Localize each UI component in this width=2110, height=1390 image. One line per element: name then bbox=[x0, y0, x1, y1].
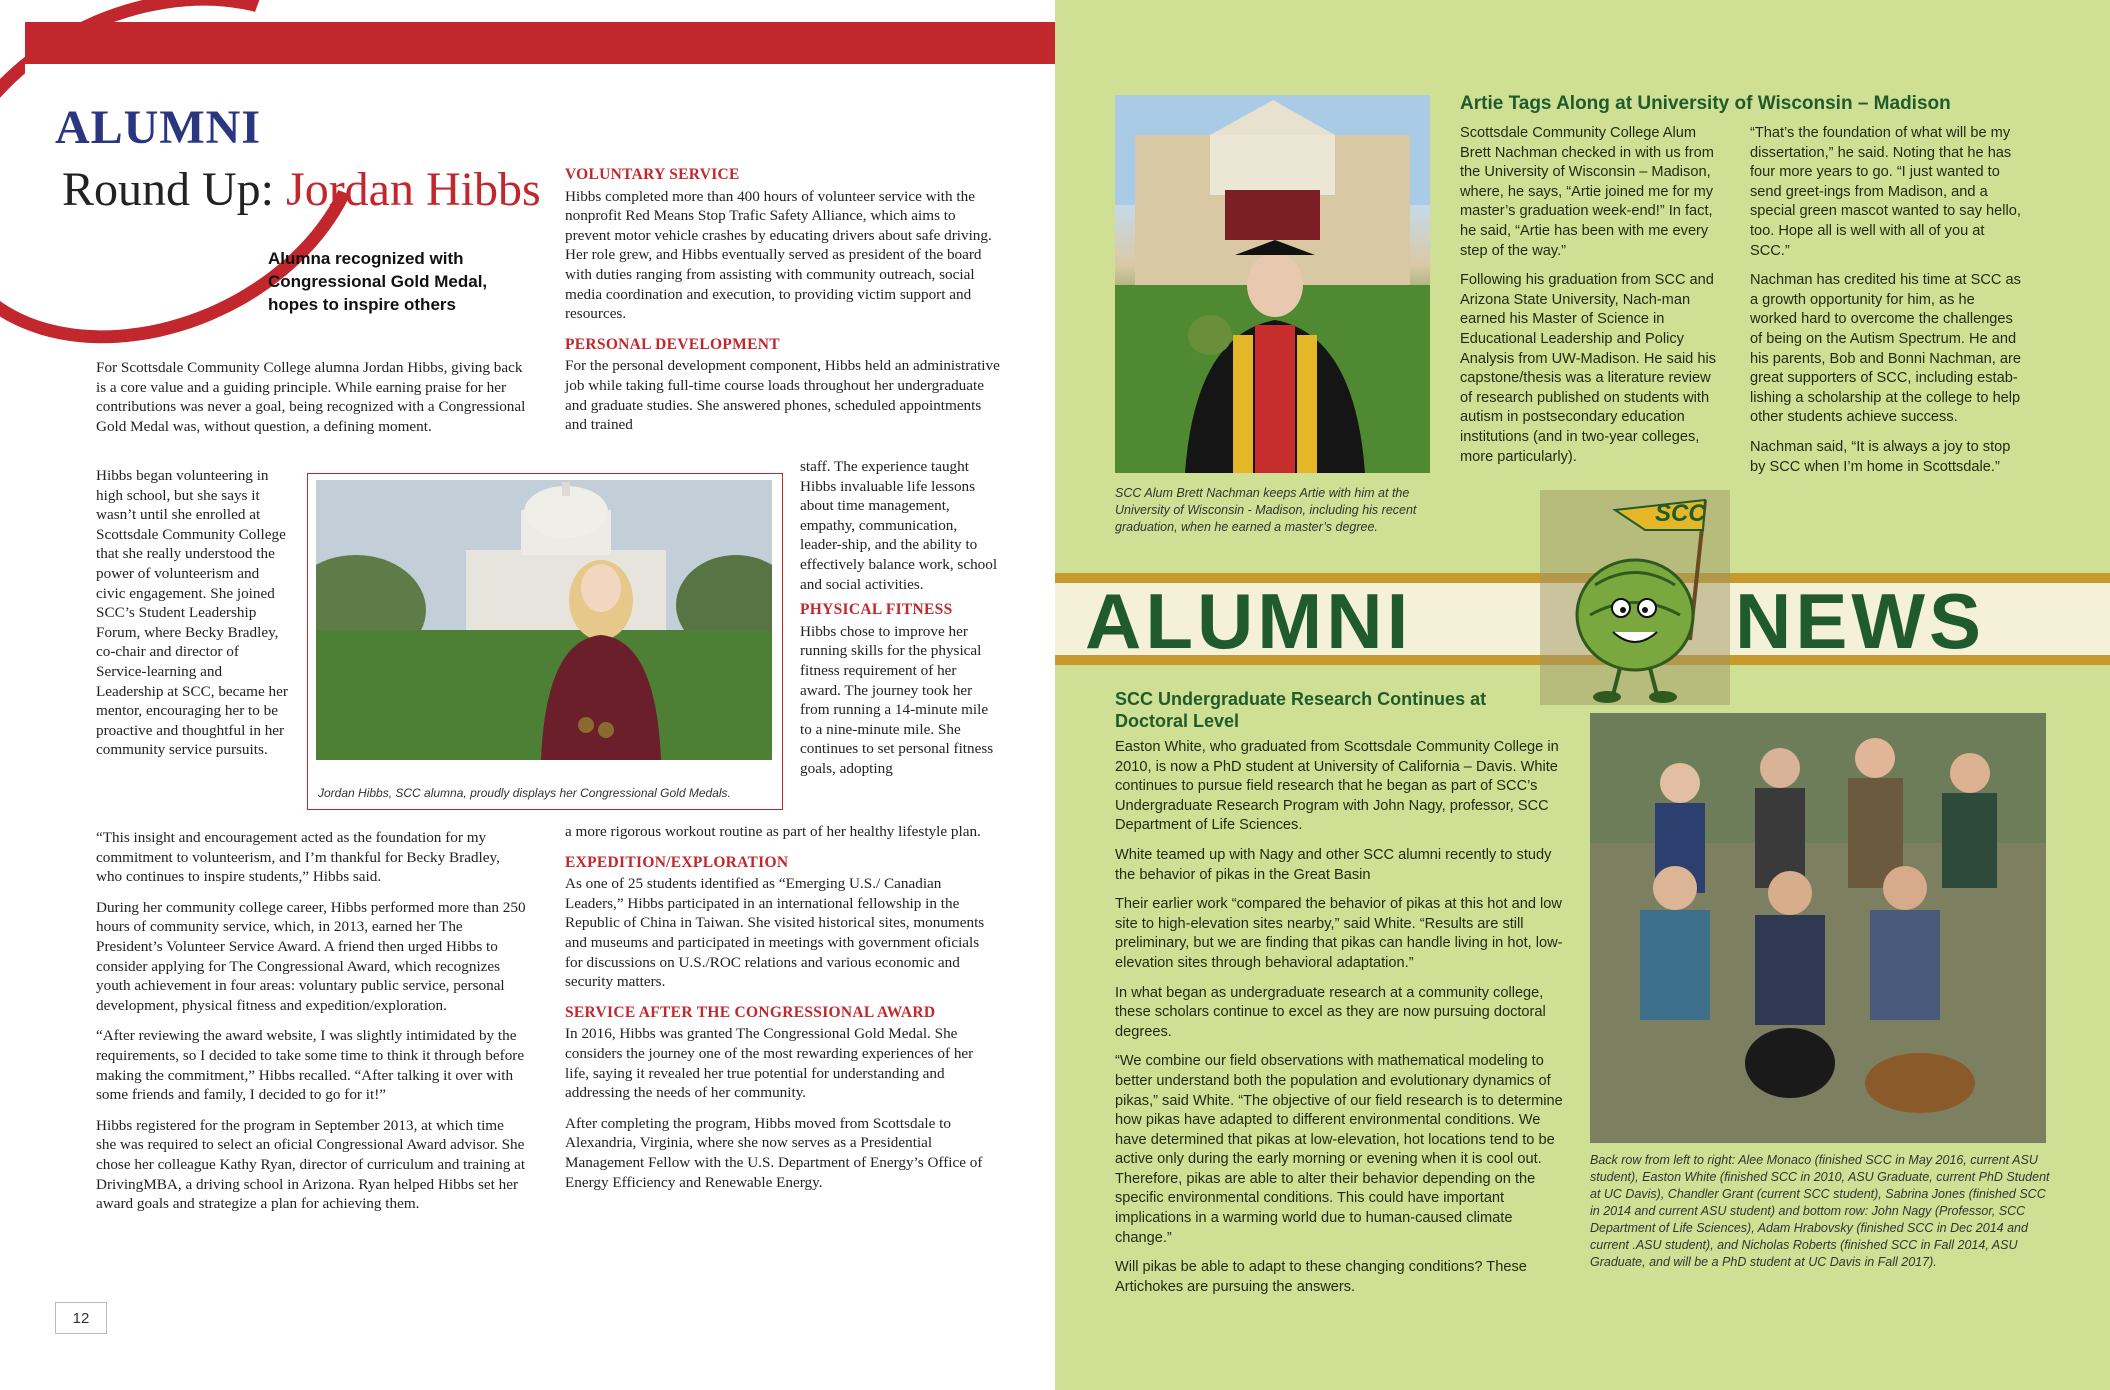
graduation-scene-icon bbox=[1115, 95, 1430, 473]
artie-column-1 bbox=[1460, 124, 1725, 477]
physical-fitness-text: Hibbs chose to improve her running skills for the physical fitness requirement of her award. The journey took her from running a 14-minute mile to a nine-minute mile. She continues to set personal fitness goals, adopting bbox=[800, 622, 994, 777]
middle-column-top bbox=[565, 165, 1000, 435]
service-after-text-1: In 2016, Hibbs was granted The Congressional Gold Medal. She considers the journey one of the most rewarding experiences of her life, saying it revealed her true potential for understanding and addressing the needs of her community. bbox=[565, 1025, 974, 1102]
brett-photo-caption: SCC Alum Brett Nachman keeps Artie with him at the University of Wisconsin - Madison, including his recent graduation, when he earned a master’s degree. bbox=[1115, 486, 1417, 534]
page-title bbox=[62, 162, 541, 217]
mascot-flag-text: SCC bbox=[1655, 500, 1706, 527]
jordan-photo bbox=[316, 480, 772, 760]
research-paragraph: Will pikas be able to adapt to these changing conditions? These Artichokes are pursuing the answers. bbox=[1115, 1259, 1527, 1295]
research-paragraph: Their earlier work “compared the behavior of pikas at this hot and low site to high-elevation sites nearby,” said White. “Results are still preliminary, but we are finding that pikas can handle living in hot, low-elevation sites through behavioral adaptation.” bbox=[1115, 896, 1563, 971]
register-paragraph: Hibbs registered for the program in September 2013, at which time she was required to select an oficial Congressional Award advisor. She chose her colleague Kathy Ryan, director of curriculum and training at DrivingMBA, a driving school in Arizona. Ryan helped Hibbs set her award goals and strategize a plan for achieving them. bbox=[96, 1116, 526, 1213]
artie-paragraph: Following his graduation from SCC and Arizona State University, Nach-man earned his Master of Science in Educational Leadership and Policy Analysis from UW-Madison. He said his capstone/thesis was a literature review of research published on students with autism in postsecondary education institutions (and in two-year colleges, more particularly). bbox=[1460, 272, 1717, 465]
intro-text: For Scottsdale Community College alumna Jordan Hibbs, giving back is a core value and a guiding principle. While earning praise for her contributions was never a goal, being recognized with a Congressional Gold Medal was, without question, a defining moment. bbox=[96, 359, 526, 435]
personal-development-text: For the personal development component, Hibbs held an administrative job while taking full-time course loads throughout her undergraduate and graduate studies. She answered phones, scheduled appointments and trained bbox=[565, 357, 1000, 434]
group-photo-caption: Back row from left to right: Alee Monaco (finished SCC in May 2016, current ASU student), Easton White (finished SCC in 2010, ASU Graduate, current PhD Student at UC Davis), Chandler Grant (current SCC student), Sabrina Jones (finished SCC in 2014 and current ASU student) and bottom row: John Nagy (Professor, SCC Department of Life Sciences), Adam Hrabovsky (finished SCC in Dec 2014 and current .ASU student), and Nicholas Roberts (finished SCC in Fall 2014, ASU Graduate, and will be a PhD student at UC Davis in Fall 2017). bbox=[1590, 1153, 2050, 1269]
research-paragraph: In what began as undergraduate research at a community college, these scholars continue to excel as they are now pursuing doctoral degrees. bbox=[1115, 984, 1546, 1040]
jordan-photo-caption: Jordan Hibbs, SCC alumna, proudly displays her Congressional Gold Medals. bbox=[318, 786, 731, 800]
group-scene-icon bbox=[1590, 713, 2046, 1143]
artie-paragraph: Nachman has credited his time at SCC as a growth opportunity for him, as he worked hard to overcome the challenges of being on the Autism Spectrum. He and his parents, Bob and Bonni Nachman, are great supporters of SCC, including estab-lishing a scholarship at the college to help other students achieve success. bbox=[1750, 272, 2021, 426]
quote-paragraph: “This insight and encouragement acted as the foundation for my commitment to volunteerism, and I’m thankful for Becky Bradley, who continues to inspire students,” Hibbs said. bbox=[96, 829, 500, 886]
expedition-text: As one of 25 students identified as “Emerging U.S./ Canadian Leaders,” Hibbs participated in an international fellowship in the Republic of China in Taiwan. She visited historical sites, monuments and museums and participated in meetings with government oficials for discussions on U.S./ROC relations and various economic and security matters. bbox=[565, 875, 985, 991]
artie-article-title: Artie Tags Along at University of Wisconsin – Madison bbox=[1460, 93, 1951, 114]
career-paragraph: During her community college career, Hibbs performed more than 250 hours of community service, which, in 2013, earned her The President’s Volunteer Service Award. A friend then urged Hibbs to consider applying for The Congressional Award, which recognizes youth achievement in four areas: voluntary public service, personal development, physical fitness and expedition/exploration. bbox=[96, 898, 526, 1014]
artie-column-2 bbox=[1750, 124, 2022, 487]
title-prefix: Round Up: bbox=[62, 163, 275, 216]
research-paragraph: White teamed up with Nagy and other SCC alumni recently to study the behavior of pikas in the Great Basin bbox=[1115, 846, 1552, 883]
expedition-heading: EXPEDITION/EXPLORATION bbox=[565, 853, 789, 871]
research-article-body bbox=[1115, 738, 1570, 1307]
artie-paragraph: Scottsdale Community College Alum Brett Nachman checked in with us from the University of Wisconsin – Madison, where, he says, “Artie joined me for my master’s graduation week-end!” In fact, he said, “Artie has been with me every step of the way.” bbox=[1460, 125, 1714, 259]
banner-alumni-word: ALUMNI bbox=[1085, 577, 1413, 665]
physical-fitness-heading: PHYSICAL FITNESS bbox=[800, 601, 953, 619]
left-column-rest bbox=[96, 828, 526, 1225]
voluntary-service-text: Hibbs completed more than 400 hours of volunteer service with the nonprofit Red Means Stop Trafic Safety Alliance, which aims to prevent motor vehicle crashes by educating drivers about safe driving. Her role grew, and Hibbs eventually served as president of the board with duties ranging from assisting with community outreach, social media coordination and execution, to providing victim support and resources. bbox=[565, 187, 992, 323]
capitol-scene-icon bbox=[316, 480, 772, 760]
page-number: 12 bbox=[55, 1302, 107, 1334]
red-header-bar bbox=[25, 22, 1055, 64]
wrap-paragraph bbox=[96, 466, 292, 771]
service-after-text-2: After completing the program, Hibbs moved from Scottsdale to Alexandria, Virginia, where she now serves as a Presidential Management Fellow with the U.S. Department of Energy’s Office of Energy Efficiency and Renewable Energy. bbox=[565, 1114, 983, 1191]
research-article-title: SCC Undergraduate Research Continues at Doctoral Level bbox=[1115, 689, 1487, 731]
subhead: Alumna recognized with Congressional Gold Medal, hopes to inspire others bbox=[268, 249, 488, 314]
middle-column-wrap bbox=[800, 457, 1000, 779]
alumni-header-word: ALUMNI bbox=[55, 101, 261, 154]
service-after-heading: SERVICE AFTER THE CONGRESSIONAL AWARD bbox=[565, 1003, 936, 1021]
arc-mask bbox=[25, 64, 55, 104]
brett-photo bbox=[1115, 95, 1430, 473]
personal-development-wrap: staff. The experience taught Hibbs invaluable life lessons about time management, empathy, communication, leader-ship, and the ability to effectively balance work, school and social activities. bbox=[800, 458, 998, 593]
review-paragraph: “After reviewing the award website, I was slightly intimidated by the requirements, so I decided to take some time to think it through before making the commitment,” Hibbs recalled. “After talking it over with some friends and family, I decided to go for it!” bbox=[96, 1027, 525, 1104]
voluntary-service-heading: VOLUNTARY SERVICE bbox=[565, 166, 740, 183]
middle-column-bottom bbox=[565, 822, 1000, 1203]
research-group-photo bbox=[1590, 713, 2046, 1143]
title-name: Jordan Hibbs bbox=[286, 163, 541, 216]
wrap-text: Hibbs began volunteering in high school, but she says it wasn’t until she enrolled at Scottsdale Community College that she really understood the power of volunteerism and civic engagement. She joined SCC’s Student Leadership Forum, where Becky Bradley, co-chair and director of Service-learning and Leadership at SCC, became her mentor, encouraging her to be proactive and thoughtful in her community service pursuits. bbox=[96, 467, 288, 759]
artie-paragraph: “That’s the foundation of what will be my dissertation,” he said. Noting that he has four more years to go. “I just wanted to send greet-ings from Madison, and a special green mascot wanted to say hello, too. Hope all is well with all of you at SCC.” bbox=[1750, 125, 2021, 259]
artie-paragraph: Nachman said, “It is always a joy to stop by SCC when I’m home in Scottsdale.” bbox=[1750, 438, 2011, 475]
intro-paragraph bbox=[96, 358, 526, 447]
banner-news-word: NEWS bbox=[1735, 577, 1985, 665]
physical-fitness-tail: a more rigorous workout routine as part of her healthy lifestyle plan. bbox=[565, 823, 981, 840]
personal-development-heading: PERSONAL DEVELOPMENT bbox=[565, 335, 780, 353]
research-paragraph: “We combine our field observations with mathematical modeling to better understand both the population and evolutionary dynamics of pikas,” said White. “The objective of our field research is to determine how pikas have adapted to different environmental conditions. We have determined that pikas at low-elevation, hot locations tend to be active only during the early morning or evening when it is cool out. Therefore, pikas are able to alter their behavior depending on the specific environmental conditions. This could have important implications in a warming world due to human-caused climate change.” bbox=[1115, 1053, 1563, 1246]
research-paragraph: Easton White, who graduated from Scottsdale Community College in 2010, is now a PhD student at University of California – Davis. White continues to pursue field research that he began as part of SCC’s Undergraduate Research Program with John Nagy, professor, SCC Department of Life Sciences. bbox=[1115, 739, 1559, 834]
